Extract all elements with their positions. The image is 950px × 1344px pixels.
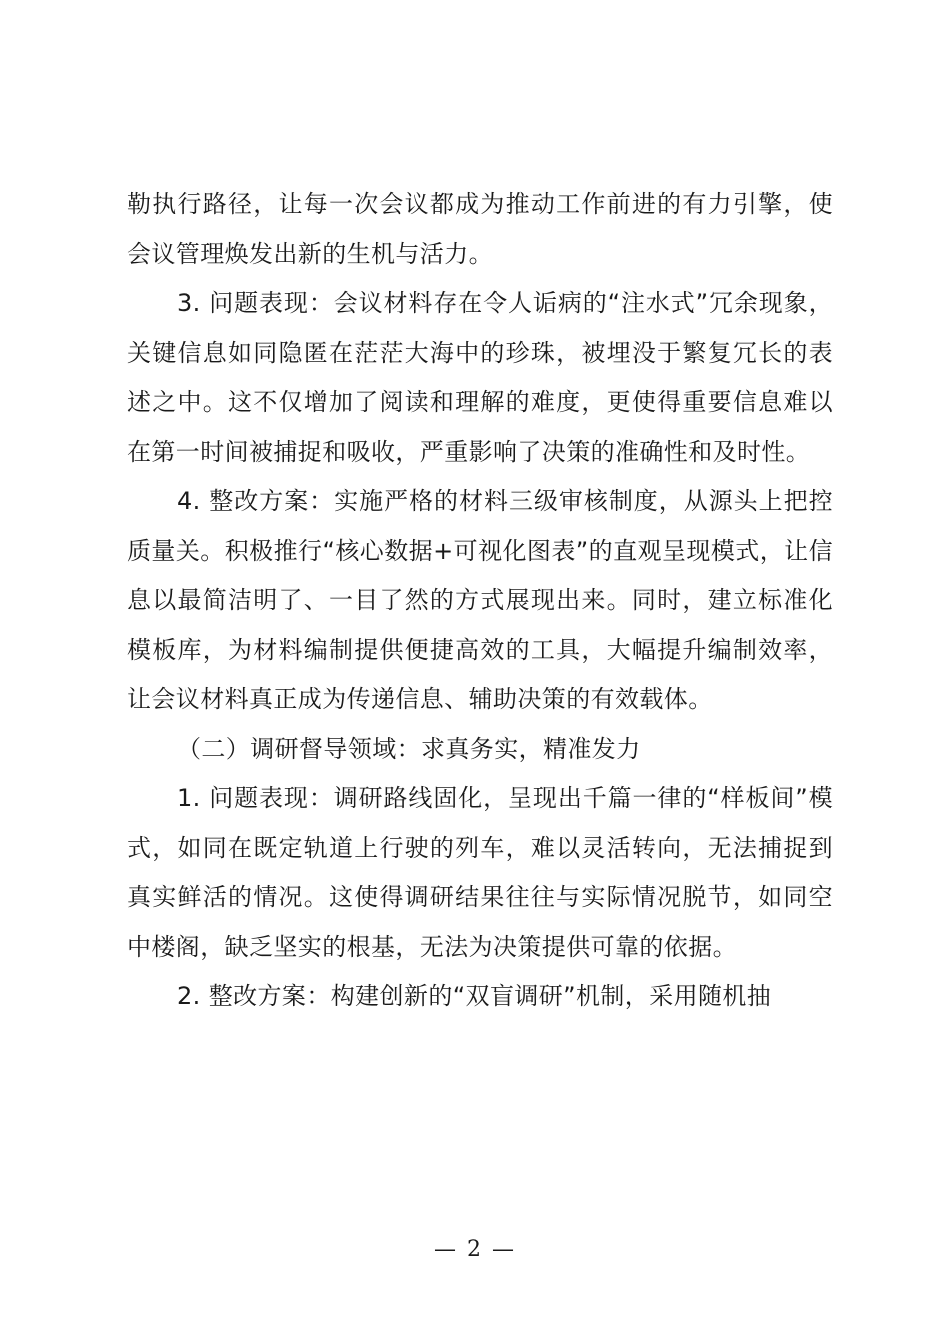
page-number: — 2 — <box>434 1237 516 1262</box>
paragraph-solution-4: 4. 整改方案：实施严格的材料三级审核制度，从源头上把控质量关。积极推行“核心数据+可视化图表”的直观呈现模式，让信息以最简洁明了、一目了然的方式展现出来。同时，建立标准化模板库，为材料编制提供便捷高效的工具，大幅提升编制效率，让会议材料真正成为传递信息、辅助决策的有效载体。 <box>127 487 833 713</box>
section-heading-research: （二）调研督导领域：求真务实，精准发力 <box>177 734 641 763</box>
document-body <box>127 180 833 1022</box>
paragraph-problem-1: 1. 问题表现：调研路线固化，呈现出千篇一律的“样板间”模式，如同在既定轨道上行驶的列车，难以灵活转向，无法捕捉到真实鲜活的情况。这使得调研结果往往与实际情况脱节，如同空中楼阁，缺乏坚实的根基，无法为决策提供可靠的依据。 <box>127 784 833 961</box>
paragraph-continuation: 勒执行路径，让每一次会议都成为推动工作前进的有力引擎，使会议管理焕发出新的生机与活力。 <box>127 190 833 268</box>
paragraph-solution-2: 2. 整改方案：构建创新的“双盲调研”机制，采用随机抽 <box>177 982 772 1010</box>
paragraph-problem-3: 3. 问题表现：会议材料存在令人诟病的“注水式”冗余现象，关键信息如同隐匿在茫茫大海中的珍珠，被埋没于繁复冗长的表述之中。这不仅增加了阅读和理解的难度，更使得重要信息难以在第一时间被捕捉和吸收，严重影响了决策的准确性和及时性。 <box>127 289 833 466</box>
